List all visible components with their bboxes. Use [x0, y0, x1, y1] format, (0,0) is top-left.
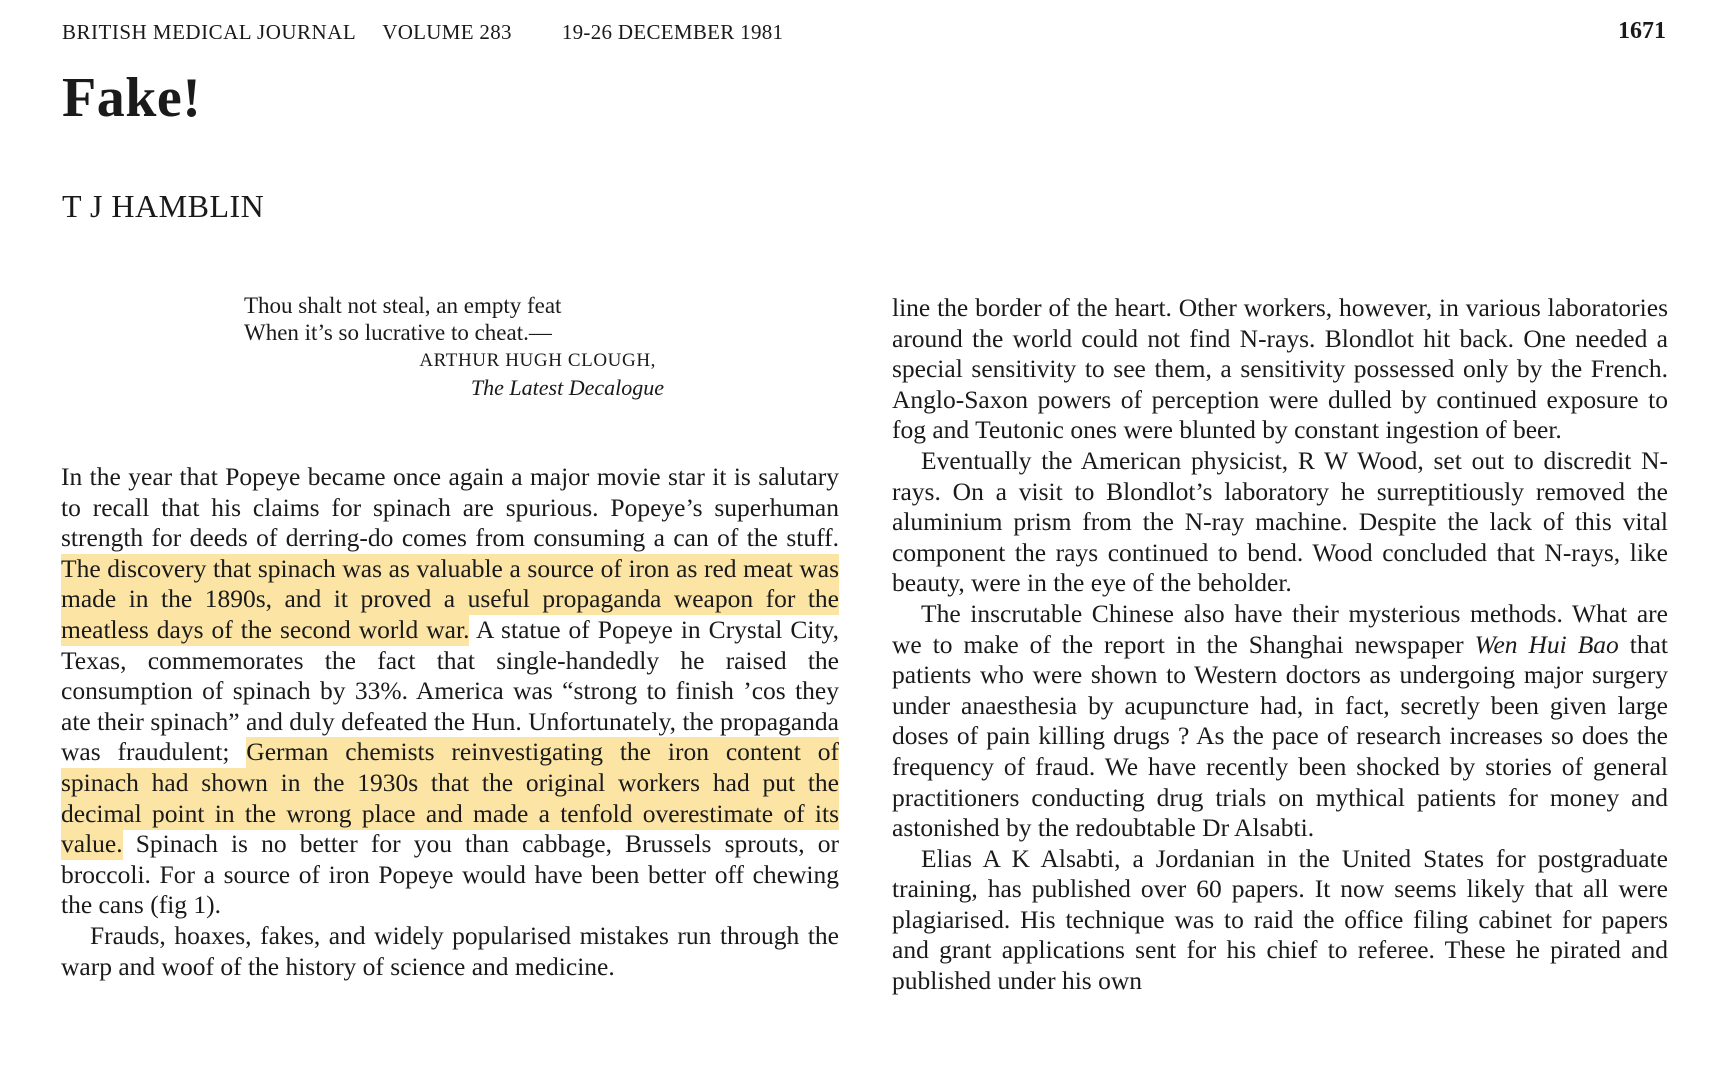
right-paragraph-4: Elias A K Alsabti, a Jordanian in the United States for postgraduate training, has published over 60 papers. It now seems likely that all were plagiarised. His technique was to raid the office filing cabinet for papers and grant applications sent for his chief to referee. These he pirated and published under his own: [892, 843, 1668, 996]
body-text: In the year that Popeye became once again a major movie star it is salutary to recall that his claims for spinach are spurious. Popeye’s superhuman strength for deeds of derring-do comes from consuming a can of the stuff.: [61, 462, 839, 553]
left-column: [61, 462, 839, 982]
right-paragraph-1: line the border of the heart. Other workers, however, in various laboratories around the world could not find N-rays. Blondlot hit back. One needed a special sensitivity to see them, a sensitivity possessed only by the French. Anglo-Saxon powers of perception were dulled by continued exposure to fog and Teutonic ones were blunted by constant ingestion of beer.: [892, 293, 1668, 445]
body-text: A statue of Popeye in Crystal City, Texas, commemorates the fact that single-handedly he raised the consumption of spinach by 33%. America was “strong to finish ’cos they ate their spinach” and duly defeated the Hun. Unfortunately, the propaganda was fraudulent;: [61, 614, 839, 767]
epigraph-source: The Latest Decalogue: [470, 375, 664, 400]
highlighted-text-spinach-discovery: The discovery that spinach was as valuable a source of iron as red meat was made in the 1890s, and it proved a useful propaganda weapon for the meatless days of the second world war.: [61, 553, 839, 644]
volume-number: VOLUME 283: [382, 20, 512, 44]
epigraph: [244, 292, 664, 401]
body-text: The inscrutable Chinese also have their mysterious methods. What are we to make of the report in the Shanghai newspaper: [892, 598, 1668, 659]
article-author: T J HAMBLIN: [62, 188, 265, 224]
right-paragraph-3: [892, 599, 1668, 844]
right-column: [892, 293, 1668, 997]
article-title: Fake!: [62, 67, 202, 129]
right-paragraph-2: Eventually the American physicist, R W Wood, set out to discredit N-rays. On a visit to Blondlot’s laboratory he surreptitiously removed the aluminium prism from the N-ray machine. Despite the lack of this vital component the rays continued to bend. Wood concluded that N-rays, like beauty, were in the eye of the beholder.: [892, 445, 1668, 598]
journal-name: BRITISH MEDICAL JOURNAL: [62, 20, 357, 44]
issue-date: 19-26 DECEMBER 1981: [561, 20, 784, 44]
body-text: that patients who were shown to Western doctors as undergoing major surgery under anaesthesia by acupuncture had, in fact, secretly been given large doses of pain killing drugs ? As the pace of research increases so does the frequency of fraud. We have recently been shocked by stories of general practitioners conducting drug trials on mythical patients for money and astonished by the redoubtable Dr Alsabti.: [892, 629, 1668, 843]
newspaper-name: Wen Hui Bao: [1474, 629, 1619, 659]
body-text: Spinach is no better for you than cabbage, Brussels sprouts, or broccoli. For a source of iron Popeye would have been better off chewing the cans (fig 1).: [61, 829, 839, 920]
running-head: [62, 20, 783, 45]
page-number: 1671: [1618, 18, 1666, 44]
left-paragraph-1: [61, 462, 839, 921]
epigraph-attribution: ARTHUR HUGH CLOUGH,: [419, 350, 656, 371]
epigraph-line-1: Thou shalt not steal, an empty feat: [244, 293, 562, 318]
highlighted-text-decimal-error: German chemists reinvestigating the iron content of spinach had shown in the 1930s that the original workers had put the decimal point in the wrong place and made a tenfold overestimate of its value.: [61, 737, 840, 859]
left-paragraph-2: Frauds, hoaxes, fakes, and widely popularised mistakes run through the warp and woof of the history of science and medicine.: [61, 920, 839, 981]
epigraph-line-2: When it’s so lucrative to cheat.—: [244, 320, 552, 345]
